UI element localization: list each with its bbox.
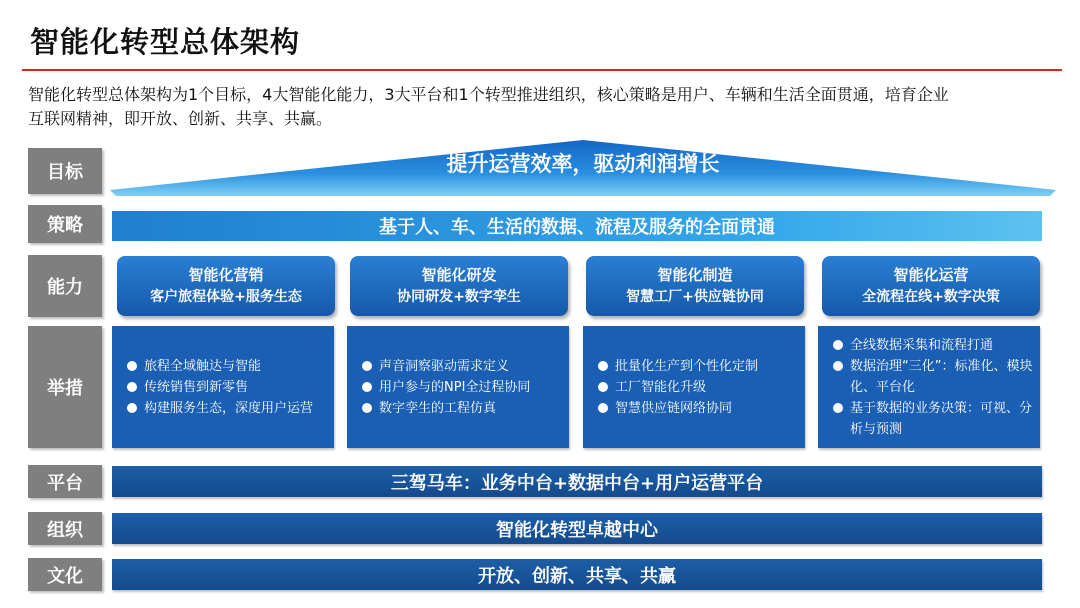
measures-operations	[818, 326, 1040, 448]
culture-band: 开放、创新、共享、共赢	[112, 559, 1042, 590]
list-item: 基于数据的业务决策：可视、分析与预测	[830, 398, 1040, 440]
list-item: 全线数据采集和流程打通	[830, 335, 1040, 356]
capability-marketing	[117, 256, 335, 316]
capability-operations	[822, 256, 1040, 316]
list-item: 构建服务生态，深度用户运营	[124, 398, 334, 419]
measures-marketing	[112, 326, 334, 448]
intro-text	[28, 83, 1068, 131]
list-item: 声音洞察驱动需求定义	[359, 356, 569, 377]
capability-subtitle: 智慧工厂+供应链协同	[626, 289, 764, 305]
measures-manufacturing	[583, 326, 805, 448]
capability-subtitle: 全流程在线+数字决策	[862, 289, 1000, 305]
strategy-band: 基于人、车、生活的数据、流程及服务的全面贯通	[112, 211, 1042, 241]
intro-line-2: 互联网精神，即开放、创新、共享、共赢。	[28, 109, 333, 128]
goal-text: 提升运营效率，驱动利润增长	[446, 152, 720, 176]
capability-manufacturing	[586, 256, 804, 316]
organization-band: 智能化转型卓越中心	[112, 513, 1042, 544]
row-label-organization: 组织	[28, 512, 102, 545]
capability-title: 智能化制造	[657, 266, 733, 284]
list-item: 数据治理“三化”：标准化、模块化、平台化	[830, 356, 1040, 398]
capability-rnd	[350, 256, 568, 316]
platform-band: 三驾马车：业务中台+数据中台+用户运营平台	[112, 466, 1042, 497]
row-label-platform: 平台	[28, 465, 102, 498]
capability-subtitle: 客户旅程体验+服务生态	[150, 289, 302, 305]
capability-title: 智能化营销	[188, 266, 264, 284]
measures-rnd	[347, 326, 569, 448]
row-label-strategy: 策略	[28, 205, 102, 243]
list-item: 智慧供应链网络协同	[595, 398, 805, 419]
list-item: 旅程全域触达与智能	[124, 356, 334, 377]
list-item: 传统销售到新零售	[124, 377, 334, 398]
title-underline	[22, 69, 1062, 71]
row-label-capability: 能力	[28, 255, 102, 317]
capability-title: 智能化运营	[893, 266, 969, 284]
intro-line-1: 智能化转型总体架构为1个目标，4大智能化能力，3大平台和1个转型推进组织，核心策略是用户、车辆和生活全面贯通，培育企业	[28, 85, 949, 104]
list-item: 用户参与的NPI全过程协同	[359, 377, 569, 398]
list-item: 数字孪生的工程仿真	[359, 398, 569, 419]
row-label-goal: 目标	[28, 148, 102, 194]
row-label-culture: 文化	[28, 558, 102, 591]
capability-title: 智能化研发	[421, 266, 497, 284]
row-label-measures: 举措	[28, 326, 102, 448]
page-title: 智能化转型总体架构	[30, 25, 301, 59]
list-item: 工厂智能化升级	[595, 377, 805, 398]
list-item: 批量化生产到个性化定制	[595, 356, 805, 377]
capability-subtitle: 协同研发+数字孪生	[397, 289, 521, 305]
